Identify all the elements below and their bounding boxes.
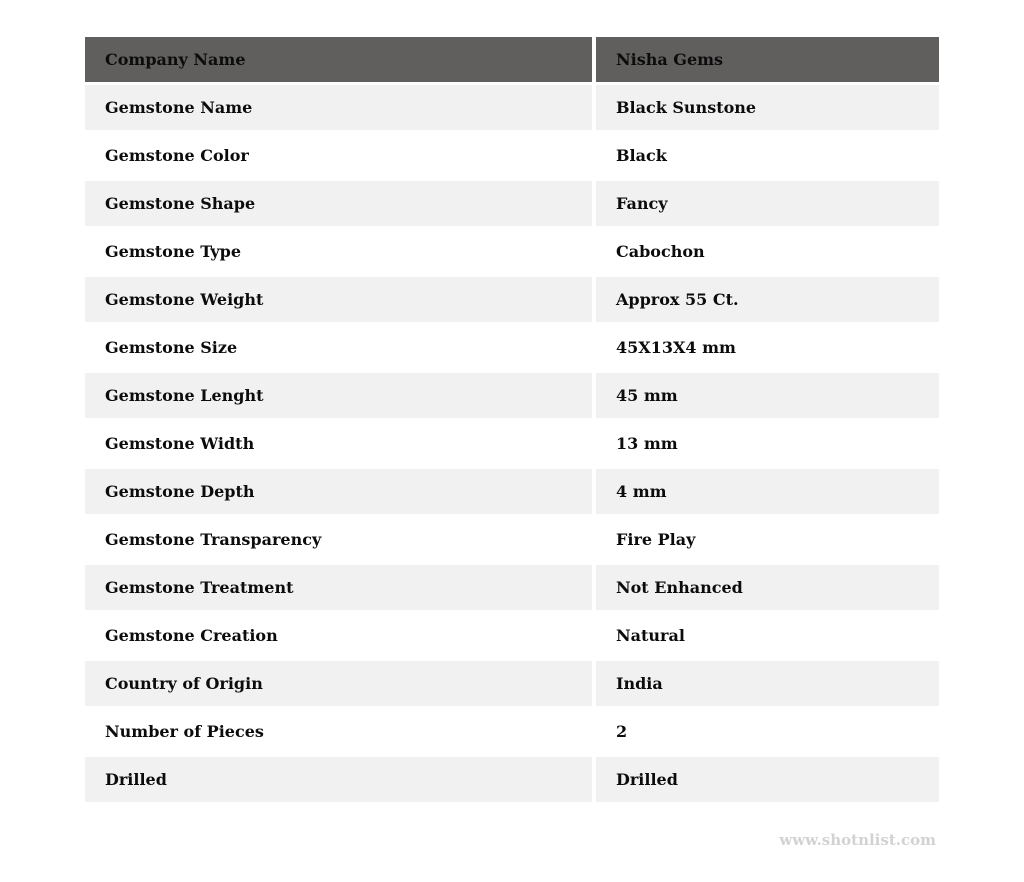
- table-row: [85, 373, 939, 418]
- table-row: [85, 421, 939, 466]
- table-row: [85, 661, 939, 706]
- spec-label-cell: Gemstone Width: [85, 421, 592, 466]
- table-row: [85, 181, 939, 226]
- spec-value-cell: Fancy: [596, 181, 939, 226]
- gemstone-spec-table: [81, 34, 943, 805]
- spec-label-cell: Number of Pieces: [85, 709, 592, 754]
- table-header-row: [85, 37, 939, 82]
- spec-label-cell: Gemstone Depth: [85, 469, 592, 514]
- table-row: [85, 229, 939, 274]
- table-row: [85, 757, 939, 802]
- spec-label-cell: Drilled: [85, 757, 592, 802]
- spec-label-cell: Country of Origin: [85, 661, 592, 706]
- header-label-cell: Company Name: [85, 37, 592, 82]
- spec-value-cell: Not Enhanced: [596, 565, 939, 610]
- spec-value-cell: Fire Play: [596, 517, 939, 562]
- header-value-cell: Nisha Gems: [596, 37, 939, 82]
- spec-value-cell: 45X13X4 mm: [596, 325, 939, 370]
- table-row: [85, 133, 939, 178]
- spec-label-cell: Gemstone Size: [85, 325, 592, 370]
- spec-value-cell: 4 mm: [596, 469, 939, 514]
- spec-label-cell: Gemstone Creation: [85, 613, 592, 658]
- table-row: [85, 613, 939, 658]
- spec-value-cell: Approx 55 Ct.: [596, 277, 939, 322]
- spec-label-cell: Gemstone Lenght: [85, 373, 592, 418]
- table-row: [85, 277, 939, 322]
- spec-value-cell: 13 mm: [596, 421, 939, 466]
- spec-value-cell: 2: [596, 709, 939, 754]
- table-row: [85, 565, 939, 610]
- spec-value-cell: Black: [596, 133, 939, 178]
- spec-label-cell: Gemstone Color: [85, 133, 592, 178]
- spec-value-cell: Natural: [596, 613, 939, 658]
- spec-value-cell: India: [596, 661, 939, 706]
- watermark-text: www.shotnlist.com: [779, 831, 936, 849]
- spec-label-cell: Gemstone Name: [85, 85, 592, 130]
- spec-value-cell: Black Sunstone: [596, 85, 939, 130]
- spec-value-cell: 45 mm: [596, 373, 939, 418]
- table-row: [85, 85, 939, 130]
- table-row: [85, 469, 939, 514]
- spec-value-cell: Drilled: [596, 757, 939, 802]
- spec-label-cell: Gemstone Treatment: [85, 565, 592, 610]
- spec-label-cell: Gemstone Type: [85, 229, 592, 274]
- spec-value-cell: Cabochon: [596, 229, 939, 274]
- spec-label-cell: Gemstone Weight: [85, 277, 592, 322]
- spec-label-cell: Gemstone Transparency: [85, 517, 592, 562]
- table-row: [85, 325, 939, 370]
- spec-label-cell: Gemstone Shape: [85, 181, 592, 226]
- table-row: [85, 709, 939, 754]
- table-row: [85, 517, 939, 562]
